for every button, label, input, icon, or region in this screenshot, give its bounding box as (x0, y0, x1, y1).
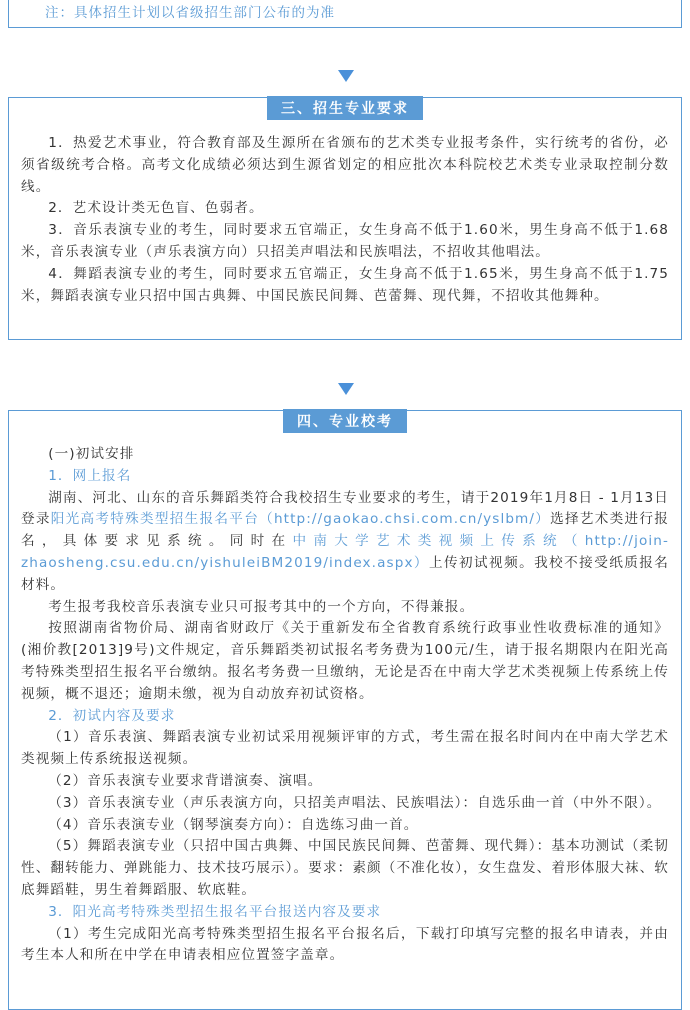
registration-text-c: 上传初试视频。我校不接受纸质报名材料。 (21, 554, 669, 593)
note-box (8, 0, 682, 28)
requirement-4: 4．舞蹈表演专业的考生，同时要求五官端正，女生身高不低于1.65米，男生身高不低于1.75米，舞蹈表演专业只招中国古典舞、中国民族民间舞、芭蕾舞、现代舞，不招收其他舞种。 (21, 265, 669, 304)
section-body (21, 133, 669, 307)
section-school-exam (8, 410, 682, 1010)
exam-item-5: （5）舞蹈表演专业（只招中国古典舞、中国民族民间舞、芭蕾舞、现代舞）：基本功测试（柔韧性、翻转能力、弹跳能力、技术技巧展示）。要求：素颜（不准化妆），女生盘发、着形体服大袜、软底舞蹈鞋，男生着舞蹈服、软底鞋。 (21, 838, 669, 898)
link-video-upload-system[interactable]: 中南大学艺术类视频上传系统（http://join-zhaosheng.csu.edu.cn/yishuleiBM2019/index.aspx） (21, 533, 669, 571)
fee-paragraph: 按照湖南省物价局、湖南省财政厅《关于重新发布全省教育系统行政事业性收费标准的通知》(湘价教[2013]9号)文件规定，音乐舞蹈类初试报名考务费为100元/生，请于报名期限内在阳光高考特殊类型招生报名平台缴纳。报名考务费一旦缴纳，无论是否在中南大学艺术类视频上传系统上传视频，概不退还；逾期未缴，视为自动放弃初试资格。 (21, 620, 669, 702)
requirement-1: 1．热爱艺术事业，符合教育部及生源所在省颁布的艺术类专业报考条件，实行统考的省份，必须省级统考合格。高考文化成绩必须达到生源省划定的相应批次本科院校艺术类专业录取控制分数线。 (21, 135, 669, 195)
exam-item-4: （4）音乐表演专业（钢琴演奏方向）：自选练习曲一首。 (48, 816, 419, 833)
section-requirements (8, 97, 682, 340)
registration-text-a: 湖南、河北、山东的音乐舞蹈类符合我校招生专业要求的考生，请于2019年1月8日 - 1月13日登录 (21, 489, 669, 528)
section-body (21, 444, 669, 967)
down-arrow-icon (338, 383, 354, 395)
exam-item-1: （1）音乐表演、舞蹈表演专业初试采用视频评审的方式，考生需在报名时间内在中南大学艺术类视频上传系统报送视频。 (21, 729, 669, 768)
requirement-2: 2．艺术设计类无色盲、色弱者。 (48, 200, 264, 217)
registration-text-b: 选择艺术类进行报名，具体要求见系统。同时在 (21, 511, 669, 550)
note-text: 注：具体招生计划以省级招生部门公布的为准 (45, 5, 335, 21)
heading-exam-content: 2．初试内容及要求 (48, 707, 176, 724)
heading-platform-submission: 3．阳光高考特殊类型招生报名平台报送内容及要求 (48, 903, 382, 920)
subheading-preliminary: (一)初试安排 (48, 446, 135, 462)
submission-item-1: （1）考生完成阳光高考特殊类型招生报名平台报名后，下载打印填写完整的报名申请表，并由考生本人和所在中学在申请表相应位置签字盖章。 (21, 925, 669, 964)
section-title: 四、专业校考 (283, 409, 407, 433)
exam-item-2: （2）音乐表演专业要求背谱演奏、演唱。 (48, 772, 323, 789)
registration-paragraph (21, 488, 669, 597)
exam-item-3: （3）音乐表演专业（声乐表演方向，只招美声唱法、民族唱法）：自选乐曲一首（中外不限）。 (48, 794, 662, 811)
single-direction-note: 考生报考我校音乐表演专业只可报考其中的一个方向，不得兼报。 (48, 598, 475, 615)
link-sunshine-platform[interactable]: 阳光高考特殊类型招生报名平台（http://gaokao.chsi.com.cn/yslbm/） (50, 511, 551, 528)
heading-online-registration: 1．网上报名 (48, 467, 132, 484)
requirement-3: 3．音乐表演专业的考生，同时要求五官端正，女生身高不低于1.60米，男生身高不低于1.68米，音乐表演专业（声乐表演方向）只招美声唱法和民族唱法，不招收其他唱法。 (21, 222, 669, 260)
section-title: 三、招生专业要求 (267, 96, 423, 120)
down-arrow-icon (338, 70, 354, 82)
